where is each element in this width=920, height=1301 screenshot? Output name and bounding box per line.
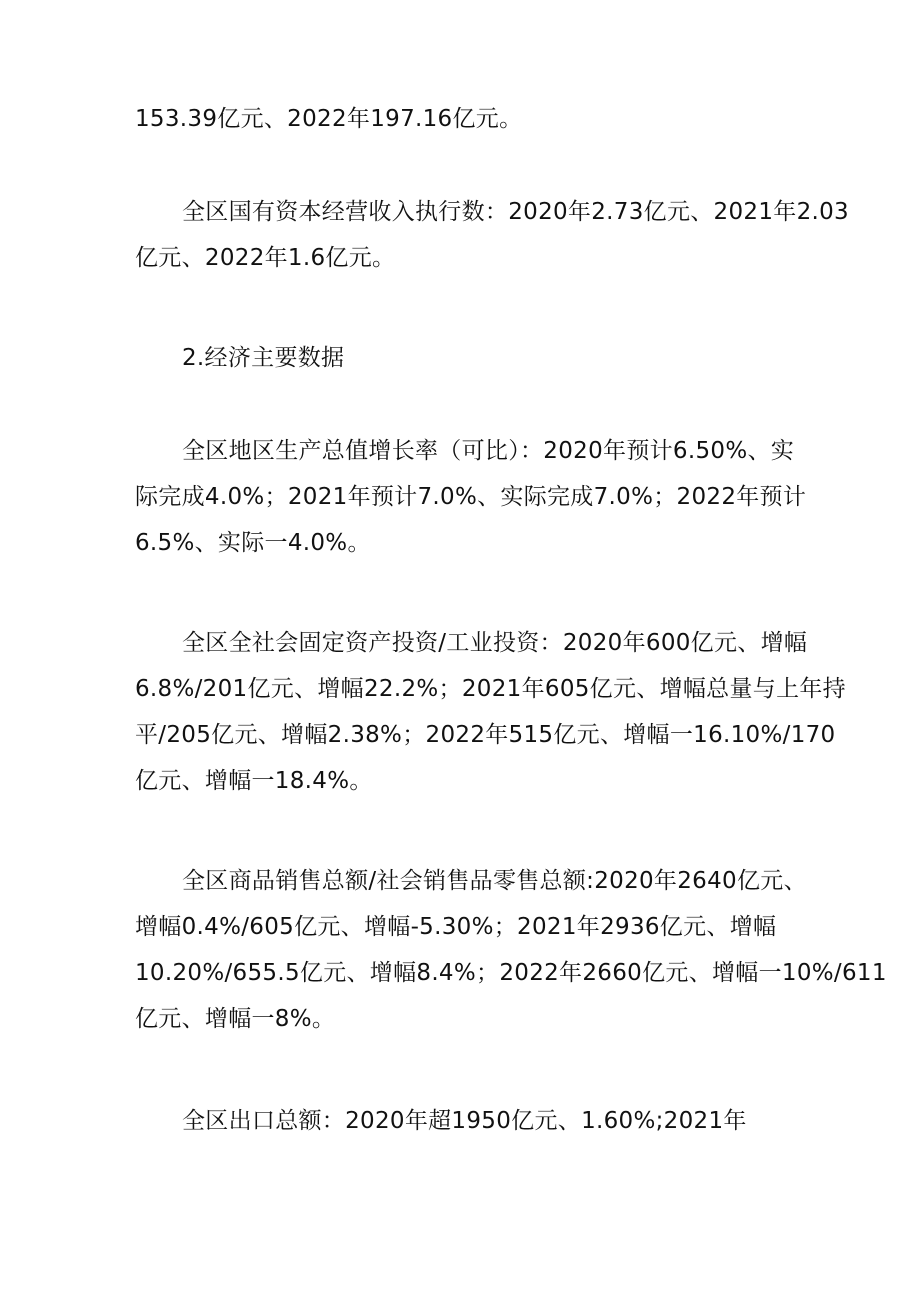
paragraph-export-total [135, 1098, 805, 1144]
text-line: 6.5%、实际一4.0%。 [135, 530, 371, 556]
text-line: 亿元、增幅一18.4%。 [135, 768, 373, 794]
text-line: 全区全社会固定资产投资/工业投资：2020年600亿元、增幅 [182, 630, 808, 656]
text-line: 全区地区生产总值增长率（可比）：2020年预计6.50%、实 [182, 438, 795, 464]
text-line: 10.20%/655.5亿元、增幅8.4%；2022年2660亿元、增幅一10%/611 [135, 960, 887, 986]
section-heading-economic-data [135, 335, 805, 381]
text-line: 平/205亿元、增幅2.38%；2022年515亿元、增幅一16.10%/170 [135, 722, 836, 748]
text-line: 际完成4.0%；2021年预计7.0%、实际完成7.0%；2022年预计 [135, 484, 807, 510]
text-line: 亿元、2022年1.6亿元。 [135, 245, 396, 271]
text-line: 2.经济主要数据 [182, 345, 345, 371]
text-line: 全区出口总额：2020年超1950亿元、1.60%;2021年 [182, 1108, 747, 1134]
text-line: 全区商品销售总额/社会销售品零售总额:2020年2640亿元、 [182, 868, 807, 894]
paragraph-budget-continuation [135, 96, 805, 142]
paragraph-retail-sales [135, 858, 887, 1042]
paragraph-fixed-asset-investment [135, 620, 846, 804]
text-line: 6.8%/201亿元、增幅22.2%；2021年605亿元、增幅总量与上年持 [135, 676, 846, 702]
text-line: 增幅0.4%/605亿元、增幅-5.30%；2021年2936亿元、增幅 [135, 914, 777, 940]
text-line: 全区国有资本经营收入执行数：2020年2.73亿元、2021年2.03 [182, 199, 849, 225]
text-line: 亿元、增幅一8%。 [135, 1006, 336, 1032]
paragraph-state-capital-revenue [135, 189, 849, 281]
text-line: 153.39亿元、2022年197.16亿元。 [135, 106, 523, 132]
paragraph-gdp-growth [135, 428, 805, 566]
